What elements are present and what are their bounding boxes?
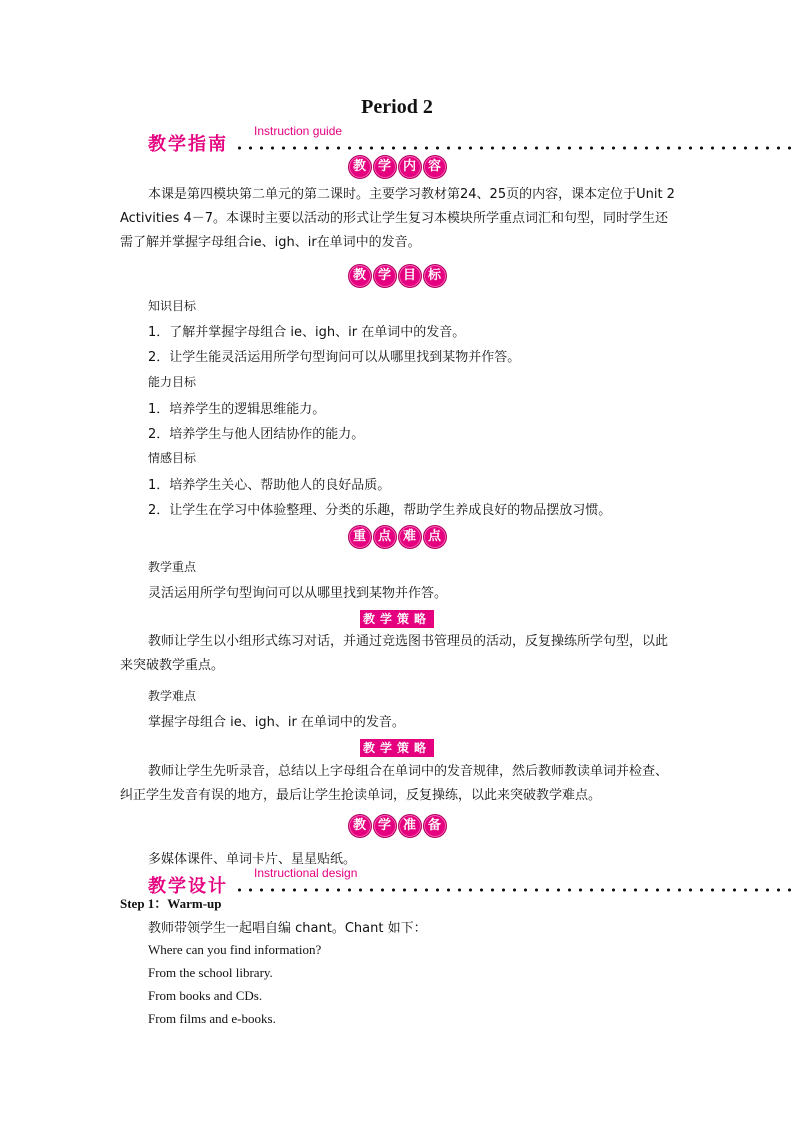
difficulty-text: 掌握字母组合 ie、igh、ir 在单词中的发音。 xyxy=(148,715,405,730)
design-title-cn: 教学设计 xyxy=(148,876,228,897)
badge-char: 难 xyxy=(398,525,422,549)
badge-char: 准 xyxy=(398,814,422,838)
focus-title: 教学重点 xyxy=(148,560,197,574)
badge-char: 点 xyxy=(373,525,397,549)
badge-char: 标 xyxy=(423,264,447,288)
badge-char: 学 xyxy=(373,814,397,838)
goal-badge xyxy=(0,264,794,288)
ability-goal-item: 2．培养学生与他人团结协作的能力。 xyxy=(148,427,365,442)
strategy-label: 教学策略 xyxy=(360,610,434,628)
badge-char: 目 xyxy=(398,264,422,288)
content-badge xyxy=(0,155,794,179)
dotted-rule xyxy=(234,146,794,150)
guide-title-en: Instruction guide xyxy=(254,124,343,138)
knowledge-goals-title: 知识目标 xyxy=(148,299,197,313)
badge-char: 教 xyxy=(348,264,372,288)
badge-char: 容 xyxy=(423,155,447,179)
emotion-goals-title: 情感目标 xyxy=(148,451,197,465)
content-paragraph: 本课是第四模块第二单元的第二课时。主要学习教材第24、25页的内容，课本定位于Unit 2 Activities 4－7。本课时主要以活动的形式让学生复习本模块所学重点词汇和句型，同时学生还需了解并掌握字母组合ie、igh、ir在单词中的发音。 xyxy=(120,187,675,250)
chant-line: From books and CDs. xyxy=(148,988,263,1003)
difficulty-title: 教学难点 xyxy=(148,689,197,703)
step1-title: Step 1：Warm-up xyxy=(120,896,222,911)
strategy-paragraph-2: 教师让学生先听录音，总结以上字母组合在单词中的发音规律，然后教师教读单词并检查、纠正学生发音有误的地方，最后让学生抢读单词，反复操练，以此来突破教学难点。 xyxy=(120,764,669,803)
badge-char: 学 xyxy=(373,155,397,179)
emotion-goal-item: 1．培养学生关心、帮助他人的良好品质。 xyxy=(148,478,391,493)
badge-char: 教 xyxy=(348,814,372,838)
chant-line: From the school library. xyxy=(148,965,273,980)
design-title-en: Instructional design xyxy=(254,866,358,880)
prep-badge xyxy=(0,814,794,838)
badge-char: 学 xyxy=(373,264,397,288)
ability-goals-title: 能力目标 xyxy=(148,375,197,389)
focus-text: 灵活运用所学句型询问可以从哪里找到某物并作答。 xyxy=(148,586,448,601)
knowledge-goal-item: 2．让学生能灵活运用所学句型询问可以从哪里找到某物并作答。 xyxy=(148,350,521,365)
strategy-badge-1 xyxy=(0,608,794,632)
strategy-badge-2 xyxy=(0,737,794,761)
knowledge-goal-item: 1．了解并掌握字母组合 ie、igh、ir 在单词中的发音。 xyxy=(148,325,466,340)
badge-char: 备 xyxy=(423,814,447,838)
guide-title-cn: 教学指南 xyxy=(148,134,228,155)
badge-char: 重 xyxy=(348,525,372,549)
chant-line: From films and e-books. xyxy=(148,1011,276,1026)
dotted-rule xyxy=(234,888,794,892)
strategy-label: 教学策略 xyxy=(360,739,434,757)
badge-char: 内 xyxy=(398,155,422,179)
key-badge xyxy=(0,525,794,549)
badge-char: 点 xyxy=(423,525,447,549)
strategy-paragraph-1: 教师让学生以小组形式练习对话，并通过竞选图书管理员的活动，反复操练所学句型，以此来突破教学重点。 xyxy=(120,634,669,673)
prep-text: 多媒体课件、单词卡片、星星贴纸。 xyxy=(148,852,357,867)
page-title: Period 2 xyxy=(361,96,433,118)
emotion-goal-item: 2．让学生在学习中体验整理、分类的乐趣，帮助学生养成良好的物品摆放习惯。 xyxy=(148,503,612,518)
ability-goal-item: 1．培养学生的逻辑思维能力。 xyxy=(148,402,326,417)
step1-intro: 教师带领学生一起唱自编 chant。Chant 如下： xyxy=(148,921,427,936)
badge-char: 教 xyxy=(348,155,372,179)
chant-line: Where can you find information? xyxy=(148,942,322,957)
